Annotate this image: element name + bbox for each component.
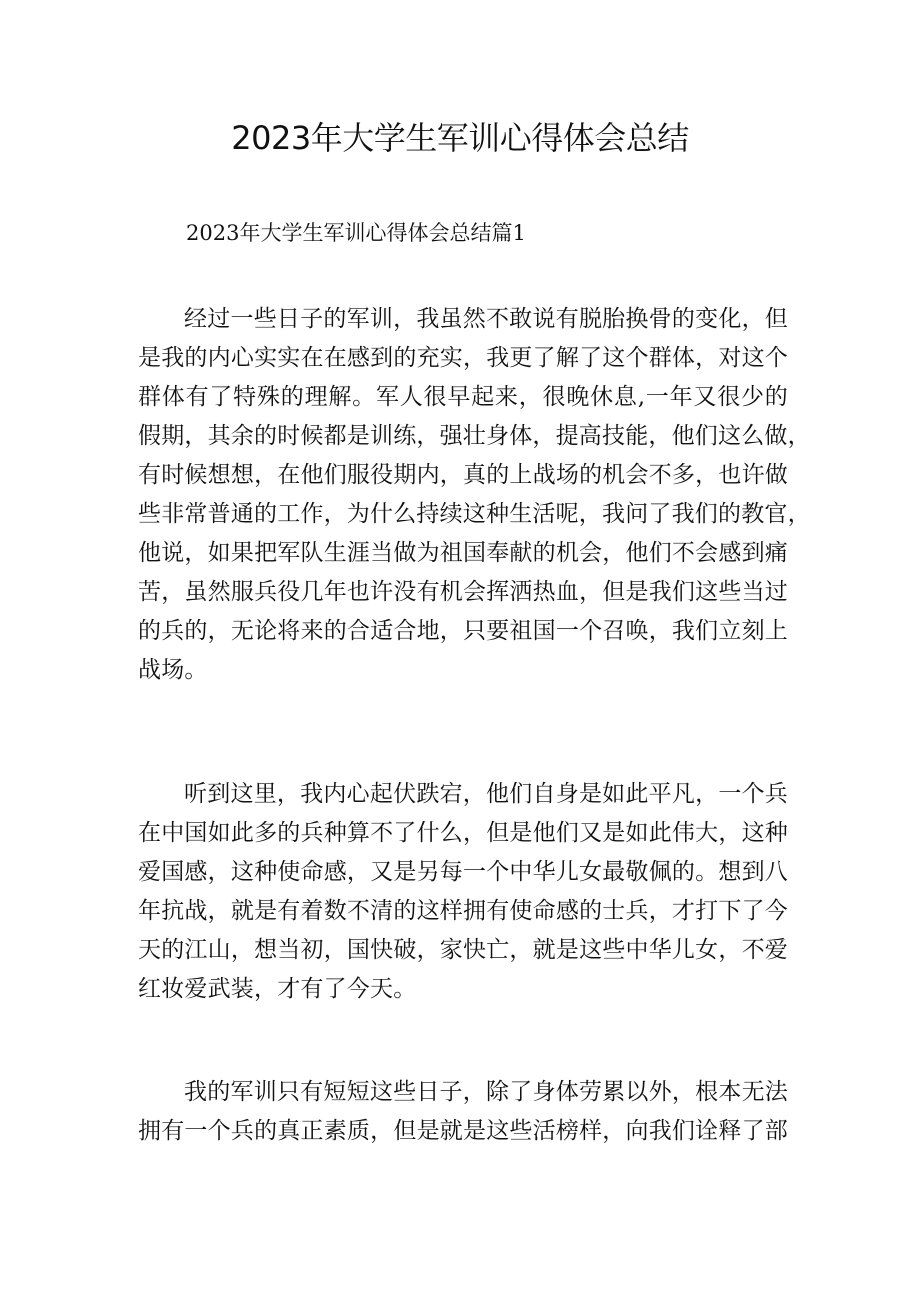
paragraph-3: [138, 1073, 788, 1151]
paragraph-line: 红妆爱武装，才有了今天。: [138, 976, 417, 1002]
paragraph-line: 我的军训只有短短这些日子，除了身体劳累以外，根本无法: [184, 1079, 788, 1105]
paragraph-line: 年抗战，就是有着数不清的这样拥有使命感的士兵，才打下了今: [138, 898, 788, 924]
paragraph-line: 有时候想想，在他们服役期内，真的上战场的机会不多，也许做: [138, 462, 788, 488]
section-heading: 2023年大学生军训心得体会总结篇1: [186, 221, 526, 245]
paragraph-line: 苦，虽然服兵役几年也许没有机会挥洒热血，但是我们这些当过: [138, 579, 788, 605]
paragraph-line: 战场。: [138, 657, 208, 683]
document-title: 2023年大学生军训心得体会总结: [231, 119, 689, 157]
paragraph-2: [138, 775, 788, 1009]
paragraph-line: 在中国如此多的兵种算不了什么，但是他们又是如此伟大，这种: [138, 820, 788, 846]
paragraph-line: 假期，其余的时候都是训练，强壮身体，提高技能，他们这么做，: [138, 423, 811, 449]
paragraph-line: 经过一些日子的军训，我虽然不敢说有脱胎换骨的变化，但: [184, 306, 788, 332]
paragraph-line: 拥有一个兵的真正素质，但是就是这些活榜样，向我们诠释了部: [138, 1118, 788, 1144]
paragraph-line: 的兵的，无论将来的合适合地，只要祖国一个召唤，我们立刻上: [138, 618, 788, 644]
paragraph-line: 他说，如果把军队生涯当做为祖国奉献的机会，他们不会感到痛: [138, 540, 788, 566]
paragraph-line: 群体有了特殊的理解。军人很早起来，很晚休息,一年又很少的: [138, 384, 788, 410]
paragraph-line: 听到这里，我内心起伏跌宕，他们自身是如此平凡，一个兵: [184, 781, 788, 807]
paragraph-line: 些非常普通的工作，为什么持续这种生活呢，我问了我们的教官，: [138, 501, 811, 527]
paragraph-line: 天的江山，想当初，国快破，家快亡，就是这些中华儿女，不爱: [138, 937, 788, 963]
paragraph-1: [138, 300, 811, 690]
paragraph-line: 是我的内心实实在在感到的充实，我更了解了这个群体，对这个: [138, 345, 788, 371]
paragraph-line: 爱国感，这种使命感，又是另每一个中华儿女最敬佩的。想到八: [138, 859, 788, 885]
